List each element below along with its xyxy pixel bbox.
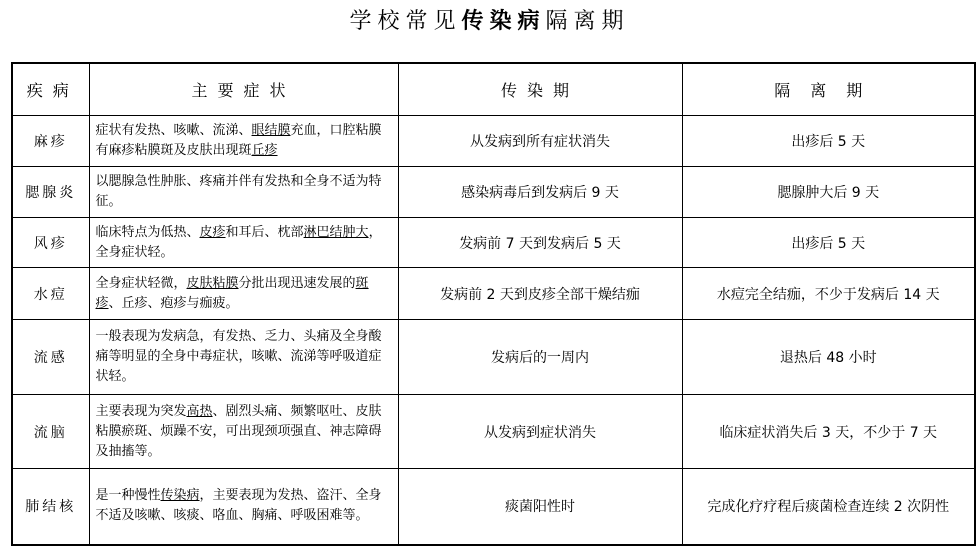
table-row xyxy=(12,395,975,469)
symptom-term-underlined: 丘疹 xyxy=(251,143,278,158)
symptom-text: 症状有发热、咳嗽、流涕、 xyxy=(95,123,252,138)
disease-name: 流感 xyxy=(12,320,89,395)
title-part-1: 学校常见 xyxy=(349,9,462,34)
symptom-text: 全身症状轻微， xyxy=(95,275,187,291)
disease-name: 水痘 xyxy=(12,268,89,320)
disease-name: 肺结核 xyxy=(12,469,89,545)
table-row xyxy=(12,268,975,320)
disease-name: 腮腺炎 xyxy=(12,167,89,218)
page-title xyxy=(0,6,979,38)
symptom-text: 一般表现为发病急，有发热、乏力、头痛及全身酸痛等明显的全身中毒症状，咳嗽、流涕等呼吸道症状轻。 xyxy=(95,329,382,384)
symptoms-cell xyxy=(89,320,398,395)
table-row xyxy=(12,469,975,545)
isolation-period: 退热后 48 小时 xyxy=(682,320,975,395)
infectious-period: 痰菌阳性时 xyxy=(398,469,682,545)
table-header-row xyxy=(12,63,975,116)
table-row xyxy=(12,116,975,167)
symptom-text: 是一种慢性 xyxy=(95,488,161,504)
symptom-term-underlined: 眼结膜 xyxy=(251,123,291,138)
symptom-text: 、剧烈头痛、频繁呕吐、皮肤粘膜瘀斑、烦躁不安，可出现颈项强直、神志障碍及抽搐等。 xyxy=(95,403,382,459)
infectious-period: 发病后的一周内 xyxy=(398,320,682,395)
disease-name: 风疹 xyxy=(12,218,89,268)
symptoms-cell xyxy=(89,116,398,167)
infectious-period: 感染病毒后到发病后 9 天 xyxy=(398,167,682,218)
symptom-term-underlined: 淋巴结肿大 xyxy=(303,224,369,240)
isolation-period: 临床症状消失后 3 天，不少于 7 天 xyxy=(682,395,975,469)
symptom-text: 临床特点为低热、 xyxy=(95,224,200,240)
isolation-period: 完成化疗疗程后痰菌检查连续 2 次阴性 xyxy=(682,469,975,545)
symptom-term-underlined: 皮肤粘膜 xyxy=(186,275,239,291)
isolation-period: 腮腺肿大后 9 天 xyxy=(682,167,975,218)
symptoms-cell xyxy=(89,167,398,218)
symptom-text: 以腮腺急性肿胀、疼痛并伴有发热和全身不适为特征。 xyxy=(95,174,382,209)
title-part-2: 传染病 xyxy=(461,9,546,34)
infectious-period: 发病前 7 天到发病后 5 天 xyxy=(398,218,682,268)
infectious-period: 发病前 2 天到皮疹全部干燥结痂 xyxy=(398,268,682,320)
symptom-text: 、丘疹、疱疹与痂疲。 xyxy=(108,295,239,311)
isolation-period: 出疹后 5 天 xyxy=(682,116,975,167)
symptom-text: 主要表现为突发 xyxy=(95,403,187,419)
symptom-text: ，全身症状轻。 xyxy=(95,224,382,260)
isolation-period: 水痘完全结痂，不少于发病后 14 天 xyxy=(682,268,975,320)
title-part-3: 隔离期 xyxy=(545,9,630,34)
symptoms-cell xyxy=(89,395,398,469)
table-row xyxy=(12,167,975,218)
symptom-term-underlined: 传染病 xyxy=(160,488,200,504)
header-symptoms: 主要症状 xyxy=(89,63,398,116)
infectious-period: 从发病到所有症状消失 xyxy=(398,116,682,167)
disease-table xyxy=(11,62,976,546)
symptom-text: 分批出现迅速发展的 xyxy=(238,275,356,291)
symptom-text: 和耳后、枕部 xyxy=(225,224,304,240)
symptoms-cell xyxy=(89,218,398,268)
symptom-term-underlined: 高热 xyxy=(186,403,213,419)
symptoms-cell xyxy=(89,268,398,320)
disease-name: 流脑 xyxy=(12,395,89,469)
symptom-term-underlined: 皮疹 xyxy=(199,224,226,240)
symptoms-cell xyxy=(89,469,398,545)
header-infectious-period: 传染期 xyxy=(398,63,682,116)
disease-name: 麻疹 xyxy=(12,116,89,167)
header-disease: 疾病 xyxy=(12,63,89,116)
symptom-text: 充血，口腔粘膜有麻疹粘膜斑及皮肤出现斑 xyxy=(95,123,382,158)
isolation-period: 出疹后 5 天 xyxy=(682,218,975,268)
table-body xyxy=(12,116,975,545)
table-row xyxy=(12,320,975,395)
infectious-period: 从发病到症状消失 xyxy=(398,395,682,469)
table-row xyxy=(12,218,975,268)
symptom-term-underlined: 斑疹 xyxy=(95,275,369,311)
symptom-text: ，主要表现为发热、盗汗、全身不适及咳嗽、咳痰、咯血、胸痛、呼吸困难等。 xyxy=(95,488,382,524)
header-isolation-period: 隔离期 xyxy=(682,63,975,116)
